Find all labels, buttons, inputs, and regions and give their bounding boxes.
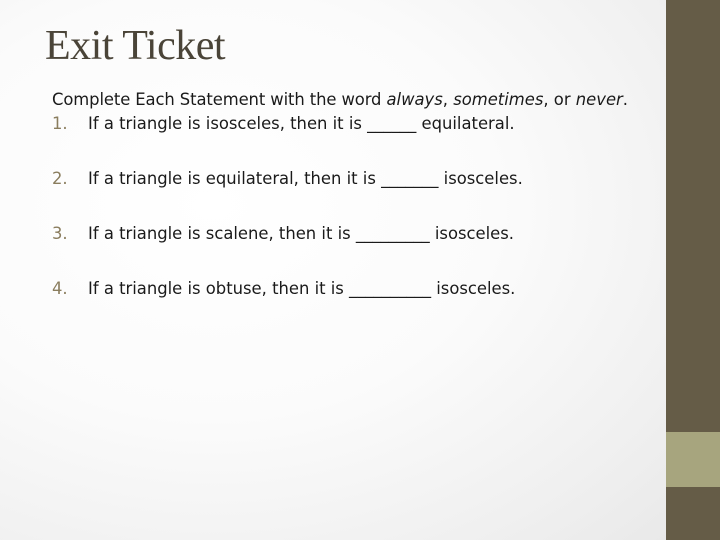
instruction-text [52,88,632,112]
side-bar-accent [666,432,720,487]
statement-number: 4. [52,279,68,298]
statement-item [52,167,632,191]
statement-item [52,112,632,136]
word-sometimes: sometimes [453,90,544,109]
statement-text: If a triangle is equilateral, then it is _______ isosceles. [88,169,523,188]
instruction-lead: Complete Each Statement with the word [52,90,387,109]
statement-text: If a triangle is scalene, then it is _________ isosceles. [88,224,515,243]
statement-list [52,112,632,301]
instruction-separator: , [442,90,454,109]
instruction-separator: , or [543,90,576,109]
statement-number: 3. [52,224,68,243]
statement-text: If a triangle is isosceles, then it is ______ equilateral. [88,114,515,133]
word-never: never [575,90,623,109]
statement-item [52,277,632,301]
content-body [52,88,632,301]
instruction-end: . [622,90,629,109]
statement-text: If a triangle is obtuse, then it is __________ isosceles. [88,279,516,298]
statement-item [52,222,632,246]
slide-title: Exit Ticket [45,23,226,69]
statement-number: 2. [52,169,68,188]
statement-number: 1. [52,114,68,133]
word-always: always [386,90,443,109]
